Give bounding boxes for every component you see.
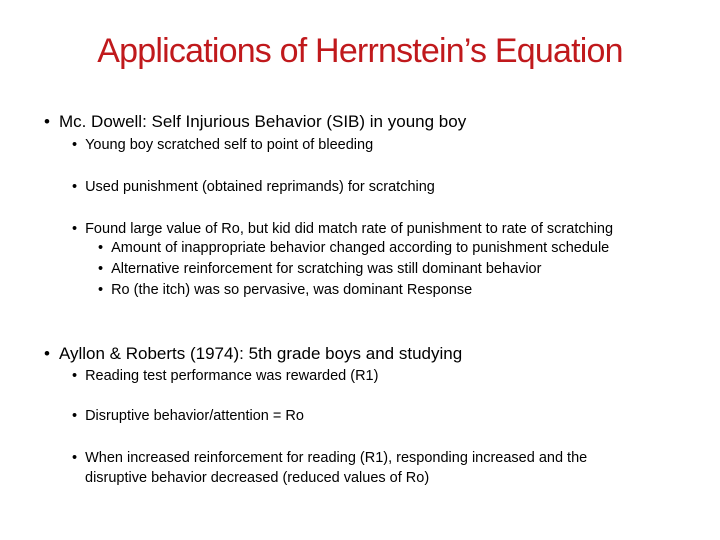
sub-bullet-scratched bbox=[72, 135, 373, 155]
sub-sub-bullet-itch-text: Ro (the itch) was so pervasive, was dominant Response bbox=[111, 282, 473, 298]
sub-bullet-punishment bbox=[72, 177, 435, 197]
sub-bullet-reading-rewarded-text: Reading test performance was rewarded (R1) bbox=[85, 368, 379, 384]
bullet-glyph: • bbox=[72, 179, 78, 195]
sub-bullet-scratched-text: Young boy scratched self to point of bleeding bbox=[85, 137, 374, 153]
bullet-glyph: • bbox=[44, 344, 50, 363]
bullet-glyph: • bbox=[44, 112, 50, 131]
sub-sub-bullet-amount bbox=[98, 238, 609, 258]
sub-bullet-disruptive-text: Disruptive behavior/attention = Ro bbox=[85, 408, 304, 424]
bullet-mcdowell bbox=[44, 111, 466, 133]
bullet-glyph: • bbox=[98, 261, 104, 277]
sub-sub-bullet-itch bbox=[98, 280, 472, 300]
bullet-glyph: • bbox=[98, 240, 104, 256]
bullet-glyph: • bbox=[72, 368, 78, 384]
sub-sub-bullet-alternative-text: Alternative reinforcement for scratching was still dominant behavior bbox=[111, 261, 542, 277]
bullet-ayllon-roberts-text: Ayllon & Roberts (1974): 5th grade boys and studying bbox=[58, 344, 463, 363]
sub-bullet-increased-reinforcement-text: When increased reinforcement for reading (R1), responding increased and the bbox=[85, 450, 588, 466]
bullet-glyph: • bbox=[72, 408, 78, 424]
sub-bullet-disruptive bbox=[72, 406, 304, 426]
sub-sub-bullet-amount-text: Amount of inappropriate behavior changed according to punishment schedule bbox=[111, 240, 610, 256]
bullet-glyph: • bbox=[72, 450, 78, 466]
sub-bullet-reading-rewarded bbox=[72, 366, 378, 386]
sub-bullet-punishment-text: Used punishment (obtained reprimands) for scratching bbox=[85, 179, 435, 195]
bullet-mcdowell-text: Mc. Dowell: Self Injurious Behavior (SIB) in young boy bbox=[58, 112, 467, 131]
sub-sub-bullet-alternative bbox=[98, 259, 541, 279]
sub-bullet-ro-value bbox=[72, 219, 613, 239]
sub-bullet-continuation: disruptive behavior decreased (reduced values of Ro) bbox=[85, 470, 430, 486]
bullet-ayllon-roberts bbox=[44, 343, 462, 365]
sub-bullet-increased-reinforcement bbox=[72, 448, 587, 468]
sub-bullet-ro-value-text: Found large value of Ro, but kid did match rate of punishment to rate of scratching bbox=[85, 221, 614, 237]
slide-title: Applications of Herrnstein’s Equation bbox=[97, 32, 623, 70]
bullet-glyph: • bbox=[72, 137, 78, 153]
bullet-glyph: • bbox=[72, 221, 78, 237]
bullet-glyph: • bbox=[98, 282, 104, 298]
